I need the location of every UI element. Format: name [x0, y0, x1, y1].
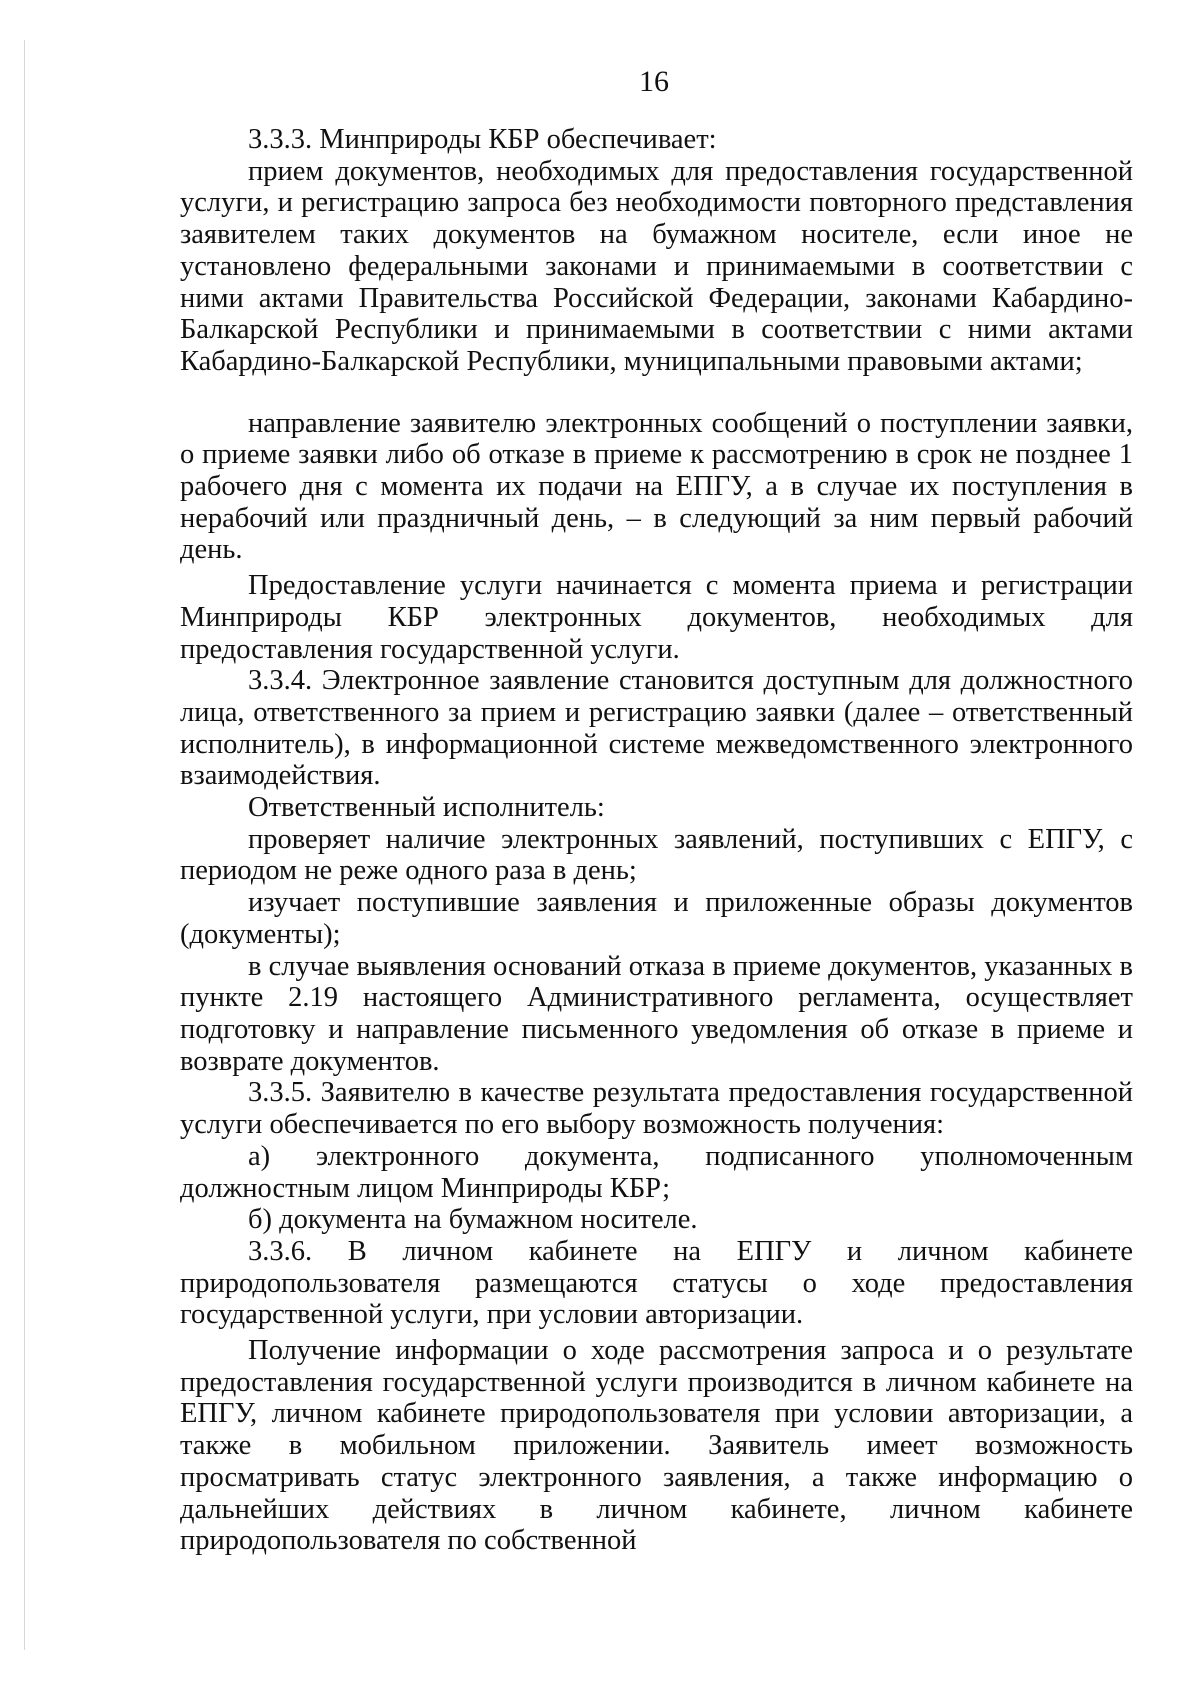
document-body [180, 124, 1133, 1557]
paragraph-3-3-4: 3.3.4. Электронное заявление становится доступным для должностного лица, ответственного за прием и регистрацию заявки (далее – ответственный исполнитель), в информационной системе межведомственного электронного взаимодействия. [180, 665, 1133, 792]
paragraph-3-3-3-heading: 3.3.3. Минприроды КБР обеспечивает: [248, 124, 717, 155]
paragraph-studies-applications: изучает поступившие заявления и приложенные образы документов (документы); [180, 887, 1133, 950]
paragraph-option-a: а) электронного документа, подписанного уполномоченным должностным лицом Минприроды КБР; [180, 1140, 1133, 1204]
paragraph-status-information: Получение информации о ходе рассмотрения запроса и о результате предоставления государственной услуги производится в личном кабинете на ЕПГУ, личном кабинете природопользователя при условии авторизации, а также в мобильном приложении. Заявитель имеет возможность просматривать статус электронного заявления, а также информацию о дальнейших действиях в личном кабинете, личном кабинете природопользователя по собственной [180, 1335, 1133, 1557]
paragraph-checks-applications: проверяет наличие электронных заявлений, поступивших с ЕПГУ, с периодом не реже одного раза в день; [180, 823, 1133, 887]
page-number: 16 [639, 65, 669, 98]
paragraph-responsible-executor: Ответственный исполнитель: [248, 792, 605, 824]
paragraph-refusal-grounds: в случае выявления оснований отказа в приеме документов, указанных в пункте 2.19 настоящего Административного регламента, осуществляет подготовку и направление письменного уведомления об отказе в приеме и возврате документов. [180, 950, 1133, 1077]
paragraph-electronic-messages: направление заявителю электронных сообщений о поступлении заявки, о приеме заявки либо об отказе в приеме к рассмотрению в срок не позднее 1 рабочего дня с момента их подачи на ЕПГУ, а в случае их поступления в нерабочий или праздничный день, – в следующий за ним первый рабочий день. [180, 407, 1133, 566]
paragraph-3-3-5: 3.3.5. Заявителю в качестве результата предоставления государственной услуги обеспечивается по его выбору возможность получения: [180, 1077, 1133, 1141]
scan-edge-line [24, 40, 25, 1650]
paragraph-document-reception: прием документов, необходимых для предоставления государственной услуги, и регистрацию запроса без необходимости повторного представления заявителем таких документов на бумажном носителе, если иное не установлено федеральными законами и принимаемыми в соответствии с ними актами Правительства Российской Федерации, законами Кабардино-Балкарской Республики и принимаемыми в соответствии с ними актами Кабардино-Балкарской Республики, муниципальными правовыми актами; [180, 155, 1133, 377]
paragraph-service-start: Предоставление услуги начинается с момента приема и регистрации Минприроды КБР электронных документов, необходимых для предоставления государственной услуги. [180, 570, 1133, 665]
paragraph-3-3-6: 3.3.6. В личном кабинете на ЕПГУ и личном кабинете природопользователя размещаются статусы о ходе предоставления государственной услуги, при условии авторизации. [180, 1235, 1133, 1331]
paragraph-option-b: б) документа на бумажном носителе. [248, 1204, 698, 1236]
